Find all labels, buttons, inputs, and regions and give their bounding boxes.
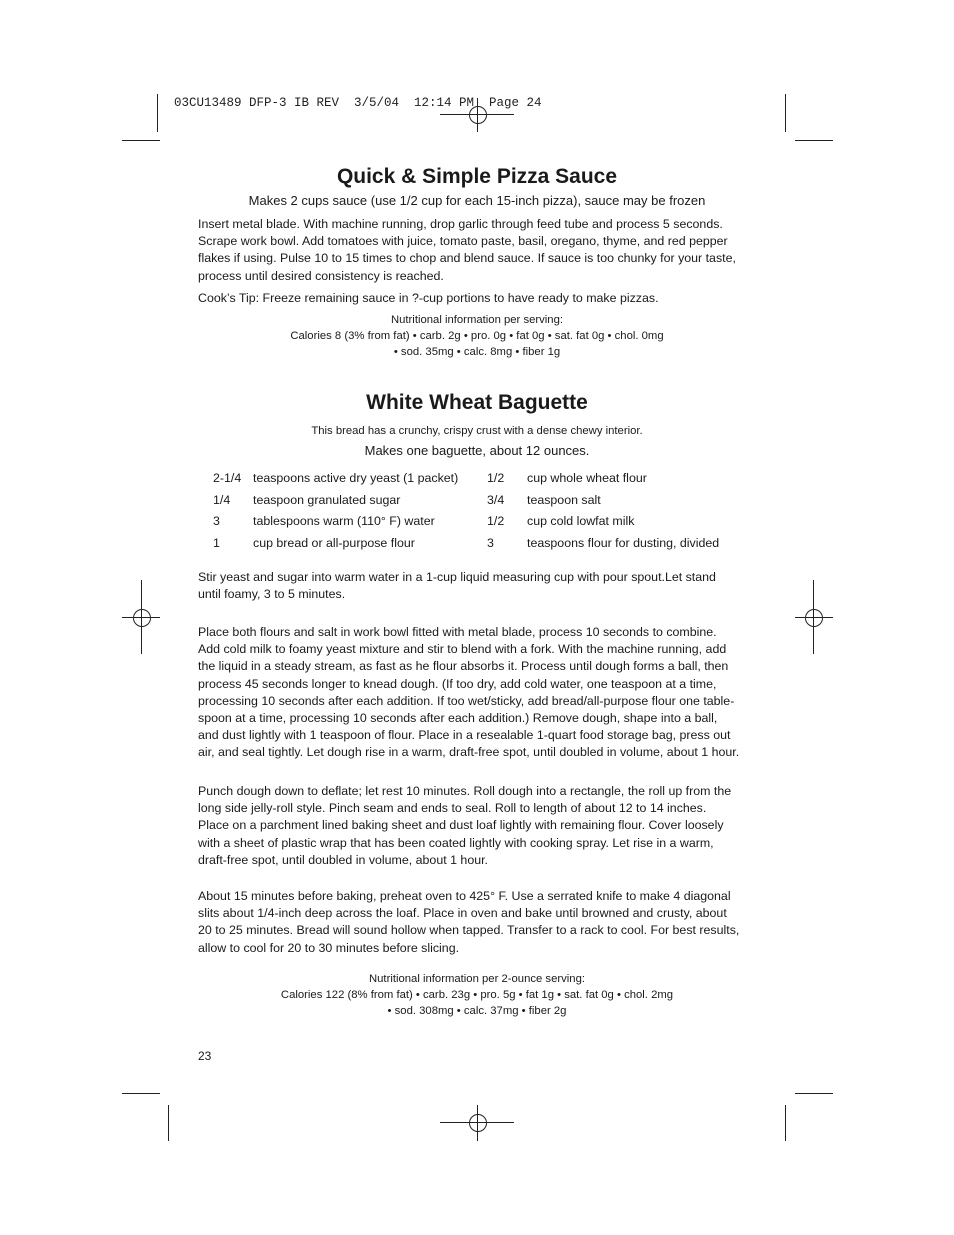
- ingredient-qty: 3: [213, 514, 220, 528]
- registration-circle: [469, 1114, 487, 1132]
- recipe-yield: Makes 2 cups sauce (use 1/2 cup for each 15-inch pizza), sauce may be frozen: [248, 193, 706, 208]
- cooks-tip: Cook’s Tip: Freeze remaining sauce in ?-cup portions to have ready to make pizzas.: [198, 291, 659, 305]
- ingredient-item: teaspoon salt: [527, 492, 601, 507]
- nutrition-info: [198, 312, 756, 360]
- text-line: Add cold milk to foamy yeast mixture and stir to blend with a fork. With the machine running, add: [198, 642, 727, 657]
- text-line: Calories 8 (3% from fat) • carb. 2g • pro. 0g • fat 0g • sat. fat 0g • chol. 0mg: [290, 330, 664, 342]
- text-line: Scrape work bowl. Add tomatoes with juice, tomato paste, basil, oregano, thyme, and red pepper: [198, 234, 728, 249]
- print-slug: 03CU13489 DFP-3 IB REV 3/5/04 12:14 PM Page 24: [174, 96, 542, 110]
- recipe-instructions: [198, 216, 758, 285]
- crop-mark: [795, 1093, 833, 1094]
- text-line: process until desired consistency is reached.: [198, 268, 444, 283]
- ingredient-item: cup bread or all-purpose flour: [253, 535, 415, 550]
- crop-mark: [785, 1105, 786, 1141]
- recipe-step: [198, 783, 758, 869]
- nutrition-info: [198, 971, 756, 1019]
- text-line: the liquid in a steady stream, as fast as he flour absorbs it. Process until dough forms a ball, then: [198, 659, 729, 674]
- text-line: Nutritional information per 2-ounce serving:: [368, 973, 585, 985]
- text-line: 20 to 25 minutes. Bread will sound hollow when tapped. Transfer to a rack to cool. For best results,: [198, 923, 740, 938]
- ingredient-qty: 1: [213, 535, 220, 550]
- ingredient-list: [213, 471, 767, 557]
- crop-mark: [168, 1105, 169, 1141]
- ingredient-qty: 1/4: [213, 492, 231, 507]
- crop-mark: [785, 94, 786, 132]
- ingredient-qty: 3: [487, 535, 494, 550]
- text-line: flakes if using. Pulse 10 to 15 times to chop and blend sauce. If sauce is too chunky for your taste,: [198, 251, 736, 266]
- crop-mark: [157, 94, 158, 132]
- page-number: 23: [198, 1049, 212, 1063]
- text-line: process 45 seconds longer to knead dough. (If too dry, add cold water, one teaspoon at a time,: [198, 676, 717, 691]
- text-line: • sod. 35mg • calc. 8mg • fiber 1g: [393, 346, 561, 358]
- ingredient-row: [213, 536, 767, 558]
- text-line: slits about 1/4-inch deep across the loaf. Place in oven and bake until browned and crusty, about: [198, 906, 727, 921]
- text-line: Calories 122 (8% from fat) • carb. 23g • pro. 5g • fat 1g • sat. fat 0g • chol. 2mg: [280, 989, 674, 1001]
- recipe-step: [198, 624, 758, 762]
- ingredient-item: cup cold lowfat milk: [527, 514, 635, 528]
- crop-mark: [122, 1093, 160, 1094]
- text-line: About 15 minutes before baking, preheat oven to 425° F. Use a serrated knife to make 4 diagonal: [198, 889, 731, 903]
- crop-mark: [122, 140, 160, 141]
- ingredient-item: cup whole wheat flour: [527, 471, 647, 485]
- text-line: draft-free spot, until doubled in volume, about 1 hour.: [198, 852, 488, 867]
- text-line: Insert metal blade. With machine running, drop garlic through feed tube and process 5 seconds.: [198, 217, 723, 231]
- ingredient-item: tablespoons warm (110° F) water: [253, 514, 435, 528]
- ingredient-item: teaspoon granulated sugar: [253, 492, 401, 507]
- text-line: processing 10 seconds after each addition. If too wet/sticky, add bread/all-purpose flour one table-: [198, 693, 735, 708]
- text-line: long side jelly-roll style. Pinch seam and ends to seal. Roll to length of about 12 to 14 inches.: [198, 801, 707, 816]
- text-line: and dust lightly with 1 teaspoon of flour. Place in a resealable 1-quart food storage bag, press out: [198, 728, 731, 743]
- recipe-step: [198, 888, 758, 957]
- ingredient-qty: 3/4: [487, 492, 505, 507]
- text-line: until foamy, 3 to 5 minutes.: [198, 587, 346, 602]
- recipe-title: White Wheat Baguette: [366, 391, 588, 414]
- ingredient-qty: 1/2: [487, 471, 505, 485]
- recipe-step: [198, 569, 758, 603]
- recipe-description: This bread has a crunchy, crispy crust with a dense chewy interior.: [311, 425, 643, 437]
- ingredient-row: [213, 493, 767, 515]
- text-line: with a sheet of plastic wrap that has been coated lightly with cooking spray. Let rise in a warm,: [198, 835, 714, 850]
- ingredient-item: teaspoons active dry yeast (1 packet): [253, 471, 459, 485]
- text-line: • sod. 308mg • calc. 37mg • fiber 2g: [387, 1005, 567, 1017]
- text-line: Place on a parchment lined baking sheet and dust loaf lightly with remaining flour. Cover loosely: [198, 818, 724, 833]
- recipe-yield: Makes one baguette, about 12 ounces.: [364, 443, 590, 458]
- ingredient-row: [213, 471, 767, 493]
- registration-circle: [133, 609, 151, 627]
- recipe-title: Quick & Simple Pizza Sauce: [336, 165, 618, 188]
- text-line: allow to cool for 20 to 30 minutes before slicing.: [198, 940, 460, 955]
- crop-mark: [795, 140, 833, 141]
- text-line: Nutritional information per serving:: [390, 314, 564, 326]
- text-line: air, and seal tightly. Let dough rise in a warm, draft-free spot, until doubled in volume, about 1 hour.: [198, 745, 740, 760]
- registration-circle: [805, 609, 823, 627]
- ingredient-qty: 1/2: [487, 514, 505, 528]
- ingredient-qty: 2-1/4: [213, 471, 242, 485]
- text-line: Place both flours and salt in work bowl fitted with metal blade, process 10 seconds to combine.: [198, 625, 717, 639]
- text-line: Punch dough down to deflate; let rest 10 minutes. Roll dough into a rectangle, the roll up from the: [198, 784, 732, 798]
- ingredient-item: teaspoons flour for dusting, divided: [527, 535, 720, 550]
- ingredient-row: [213, 514, 767, 536]
- text-line: spoon at a time, processing 10 seconds after each addition.) Remove dough, shape into a ball,: [198, 711, 718, 726]
- text-line: Stir yeast and sugar into warm water in a 1-cup liquid measuring cup with pour spout.Let stand: [198, 570, 716, 584]
